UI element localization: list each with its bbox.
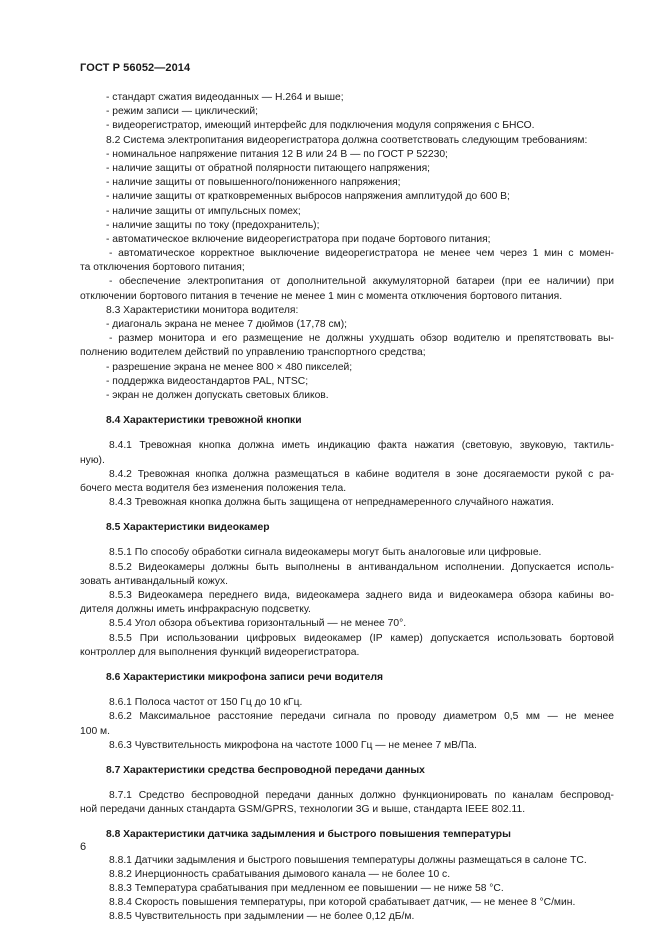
text-line: бочего места водителя без изменения положения тела. — [80, 482, 347, 494]
text-line: та отключения бортового питания; — [80, 262, 245, 274]
paragraph-gap — [80, 510, 614, 521]
text-line: - наличие защиты по току (предохранитель); — [106, 219, 320, 231]
text-line: 8.6.3 Чувствительность микрофона на частоте 1000 Гц — не менее 7 мВ/Па. — [109, 739, 477, 751]
section-heading: 8.5 Характеристики видеокамер — [106, 522, 270, 534]
text-line: 8.5.1 По способу обработки сигнала видеокамеры могут быть аналоговые или цифровые. — [109, 547, 542, 559]
text-line: 100 м. — [80, 725, 110, 737]
paragraph-gap — [80, 817, 614, 828]
text-line: - поддержка видеостандартов PAL, NTSC; — [106, 375, 309, 387]
text-line: отключении бортового питания в течение не менее 1 мин с момента отключения бортового питания. — [80, 290, 563, 302]
text-line: 8.8.4 Скорость повышения температуры, при которой срабатывает датчик, — не менее 8 °С/мин. — [109, 897, 576, 909]
paragraph-gap — [80, 753, 614, 764]
text-line: полнению водителем действий по управлению транспортного средства; — [80, 347, 426, 359]
text-line: дителя должны иметь инфракрасную подсветку. — [80, 604, 311, 616]
text-line: 8.4.2 Тревожная кнопка должна размещаться в кабине водителя в зоне досягаемости рукой с ра- — [109, 468, 614, 480]
section-heading: 8.6 Характеристики микрофона записи речи водителя — [106, 671, 384, 683]
text-line: ной передачи данных стандарта GSM/GPRS, технологии 3G и выше, стандарта IEEE 802.11. — [80, 804, 526, 816]
paragraph-gap — [80, 428, 614, 439]
text-line: - наличие защиты от кратковременных выбросов напряжения амплитудой до 600 В; — [106, 191, 510, 203]
text-line: 8.4.3 Тревожная кнопка должна быть защищена от непреднамеренного случайного нажатия. — [109, 497, 554, 509]
document-body — [80, 91, 614, 925]
text-line: - автоматическое корректное выключение видеорегистратора не менее чем через 1 мин с момен- — [109, 248, 614, 260]
text-line: 8.8.5 Чувствительность при задымлении — не более 0,12 дБ/м. — [109, 911, 415, 923]
section-heading: 8.4 Характеристики тревожной кнопки — [106, 415, 302, 427]
section-heading: 8.8 Характеристики датчика задымления и быстрого повышения температуры — [106, 829, 511, 841]
text-line: 8.5.2 Видеокамеры должны быть выполнены в антивандальном исполнении. Допускается исполь- — [109, 561, 614, 573]
text-line: - наличие защиты от повышенного/пониженного напряжения; — [106, 177, 401, 189]
paragraph-gap — [80, 660, 614, 671]
page-number: 6 — [80, 841, 87, 853]
text-line: - обеспечение электропитания от дополнительной аккумуляторной батареи (при ее наличии) при — [109, 276, 614, 288]
text-line: зовать антивандальный кожух. — [80, 575, 228, 587]
paragraph-gap — [80, 843, 614, 854]
text-line: 8.6.1 Полоса частот от 150 Гц до 10 кГц. — [109, 697, 303, 709]
text-line: 8.4.1 Тревожная кнопка должна иметь индикацию факта нажатия (световую, звуковую, тактиль- — [109, 440, 614, 452]
text-line: 8.6.2 Максимальное расстояние передачи сигнала по проводу диаметром 0,5 мм — не менее — [109, 711, 614, 723]
text-line: 8.5.3 Видеокамера переднего вида, видеокамера заднего вида и видеокамера обзора кабины во- — [109, 590, 614, 601]
text-line: - видеорегистратор, имеющий интерфейс для подключения модуля сопряжения с БНСО. — [106, 120, 535, 132]
text-line: 8.5.4 Угол обзора объектива горизонтальный — не менее 70°. — [109, 618, 407, 630]
text-line: 8.2 Система электропитания видеорегистратора должна соответствовать следующим требованиям: — [106, 134, 588, 146]
text-line: 8.8.2 Инерционность срабатывания дымового канала — не более 10 с. — [109, 868, 451, 880]
text-line: 8.8.3 Температура срабатывания при медленном ее повышении — не ниже 58 °С. — [109, 883, 504, 894]
paragraph-gap — [80, 403, 614, 414]
text-line: 8.7.1 Средство беспроводной передачи данных должно функционировать по каналам беспровод- — [109, 790, 614, 802]
document-header: ГОСТ Р 56052—2014 — [80, 62, 191, 74]
text-line: - стандарт сжатия видеоданных — H.264 и выше; — [106, 92, 344, 103]
text-line: - наличие защиты от импульсных помех; — [106, 205, 301, 217]
text-line: - разрешение экрана не менее 800 × 480 пикселей; — [106, 361, 353, 373]
text-line: - наличие защиты от обратной полярности питающего напряжения; — [106, 162, 431, 174]
text-line: - автоматическое включение видеорегистратора при подаче бортового питания; — [106, 233, 491, 245]
paragraph-gap — [80, 685, 614, 696]
text-line: 8.3 Характеристики монитора водителя: — [106, 304, 299, 316]
text-line: 8.8.1 Датчики задымления и быстрого повышения температуры должны размещаться в салоне ТС. — [109, 854, 587, 866]
text-line: - номинальное напряжение питания 12 В или 24 В — по ГОСТ Р 52230; — [106, 148, 448, 160]
section-heading: 8.7 Характеристики средства беспроводной передачи данных — [106, 764, 425, 776]
text-line: - диагональ экрана не менее 7 дюймов (17,78 см); — [106, 319, 348, 330]
text-line: - размер монитора и его размещение не должны ухудшать обзор водителю и препятствовать вы- — [109, 333, 614, 345]
text-line: ную). — [80, 454, 105, 466]
text-line: 8.5.5 При использовании цифровых видеокамер (IP камер) допускается использовать бортовой — [109, 632, 614, 644]
text-line: - экран не должен допускать световых бликов. — [106, 389, 329, 401]
text-line: - режим записи — циклический; — [106, 106, 259, 118]
paragraph-gap — [80, 535, 614, 546]
text-line: контроллер для выполнения функций видеорегистратора. — [80, 646, 360, 658]
paragraph-gap — [80, 778, 614, 789]
